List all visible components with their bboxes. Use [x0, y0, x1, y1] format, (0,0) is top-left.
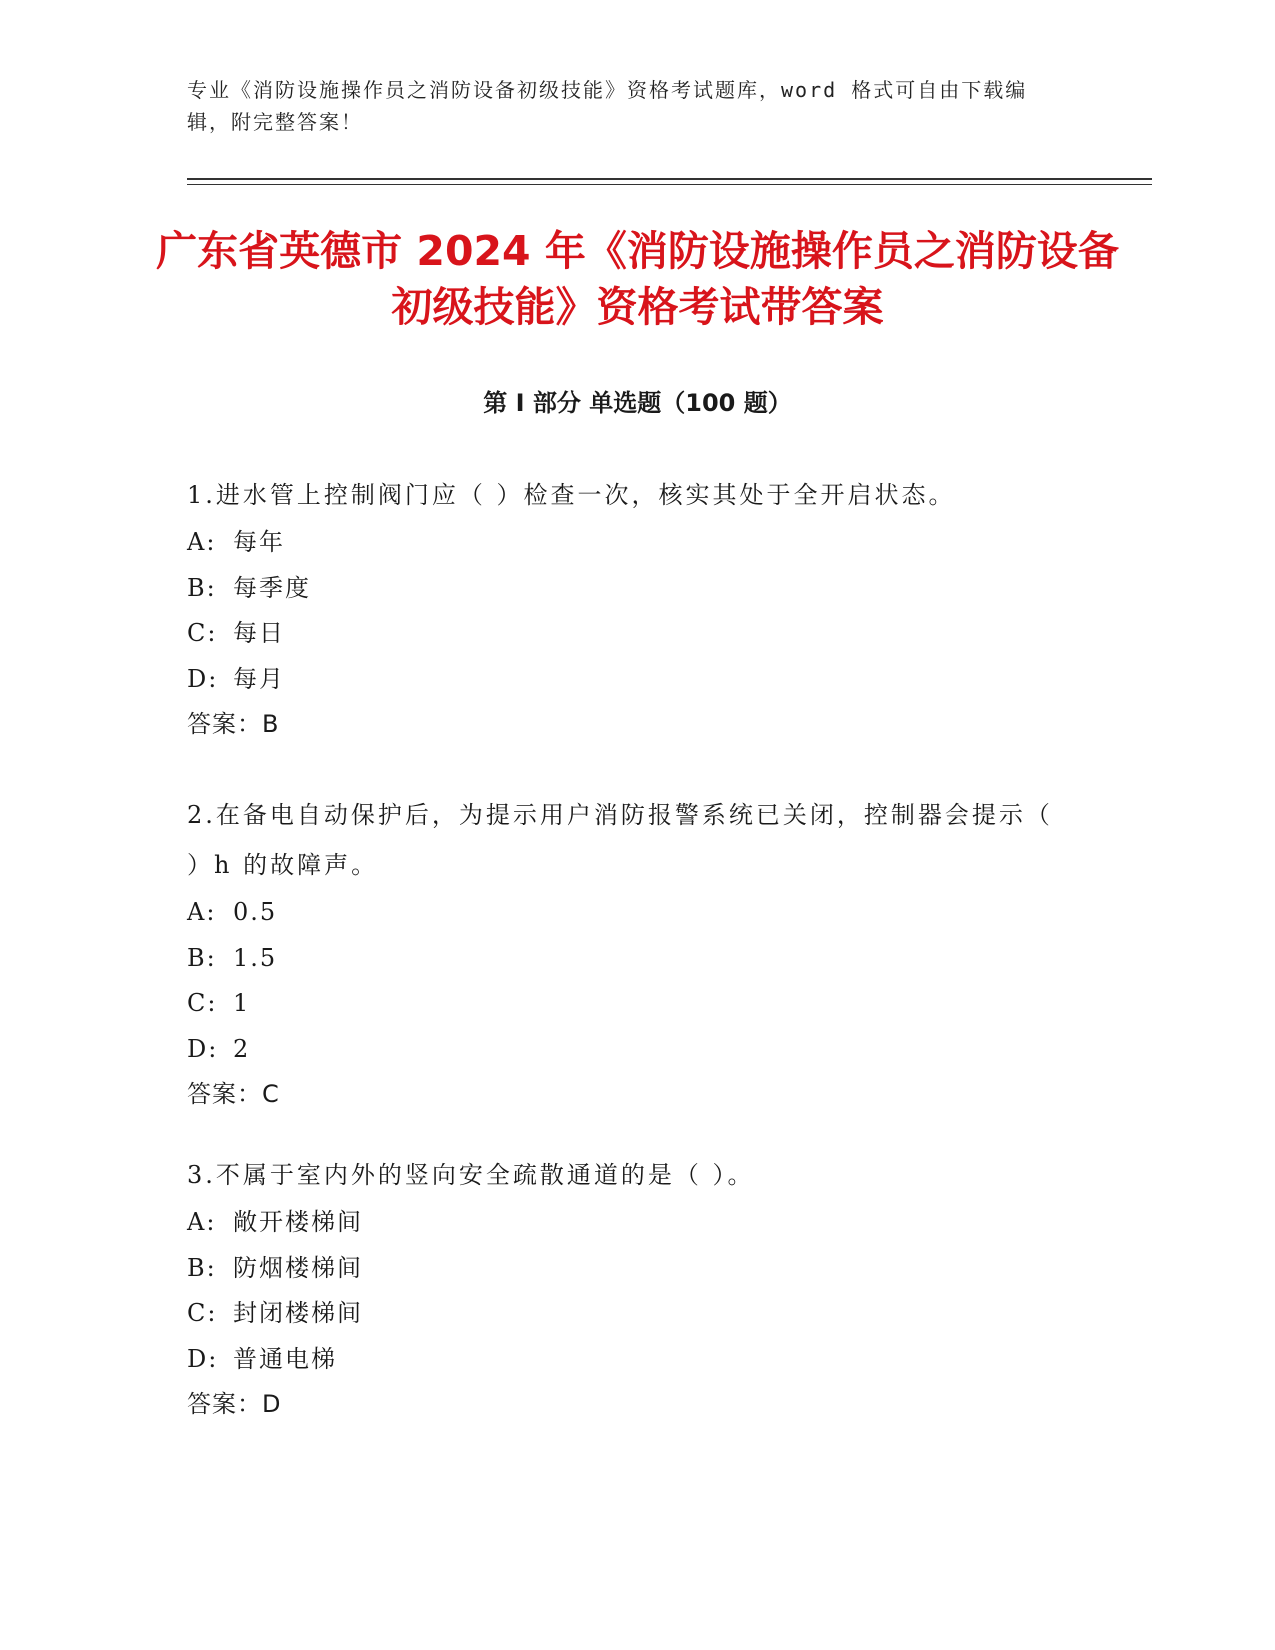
option-text: 每月 — [233, 664, 285, 693]
option-key: A: — [187, 898, 217, 926]
header-divider-thick — [187, 178, 1152, 180]
option-key: B: — [187, 1253, 217, 1282]
section-title: 第 I 部分 单选题（100 题） — [483, 389, 792, 417]
option-text: 2 — [233, 1034, 251, 1063]
option-text: 封闭楼梯间 — [233, 1299, 363, 1327]
option-a — [187, 520, 1067, 566]
option-key: A: — [187, 528, 217, 556]
option-text: 1 — [233, 989, 251, 1017]
option-d — [187, 657, 1067, 703]
option-c — [187, 981, 1067, 1027]
document-title: 广东省英德市 2024 年《消防设施操作员之消防设备初级技能》资格考试带答案 — [156, 227, 1119, 331]
option-c — [187, 611, 1067, 657]
option-text: 每年 — [233, 528, 285, 556]
question-3 — [187, 1150, 1067, 1427]
question-2 — [187, 790, 1067, 1117]
option-key: C: — [187, 1299, 218, 1327]
question-stem: 3.不属于室内外的竖向安全疏散通道的是（ ）。 — [187, 1161, 755, 1189]
option-text: 防烟楼梯间 — [233, 1253, 363, 1282]
option-text: 每日 — [233, 619, 285, 647]
answer: 答案：C — [187, 1080, 280, 1108]
option-d — [187, 1337, 1067, 1383]
option-a — [187, 890, 1067, 936]
option-text: 1.5 — [233, 943, 278, 972]
option-a — [187, 1200, 1067, 1246]
question-stem: 1.进水管上控制阀门应（ ）检查一次，核实其处于全开启状态。 — [187, 481, 956, 509]
option-text: 敞开楼梯间 — [233, 1208, 363, 1236]
question-1 — [187, 470, 1067, 747]
option-key: C: — [187, 619, 218, 647]
option-key: C: — [187, 989, 218, 1017]
option-text: 普通电梯 — [233, 1344, 337, 1373]
option-key: A: — [187, 1208, 217, 1236]
option-text: 每季度 — [233, 573, 311, 602]
option-b — [187, 1246, 1067, 1292]
option-text: 0.5 — [233, 898, 278, 926]
option-key: B: — [187, 943, 217, 972]
option-c — [187, 1291, 1067, 1337]
header-note: 专业《消防设施操作员之消防设备初级技能》资格考试题库，word 格式可自由下载编辑，附完整答案！ — [187, 78, 1028, 134]
option-b — [187, 936, 1067, 982]
header-divider-thin — [187, 184, 1152, 185]
question-stem: 2.在备电自动保护后，为提示用户消防报警系统已关闭，控制器会提示（ ）h 的故障声。 — [187, 801, 1053, 879]
answer: 答案：B — [187, 710, 280, 738]
option-key: D: — [187, 1034, 219, 1063]
option-d — [187, 1027, 1067, 1073]
option-key: B: — [187, 573, 217, 602]
option-b — [187, 566, 1067, 612]
option-key: D: — [187, 664, 219, 693]
option-key: D: — [187, 1344, 219, 1373]
answer: 答案：D — [187, 1390, 282, 1418]
